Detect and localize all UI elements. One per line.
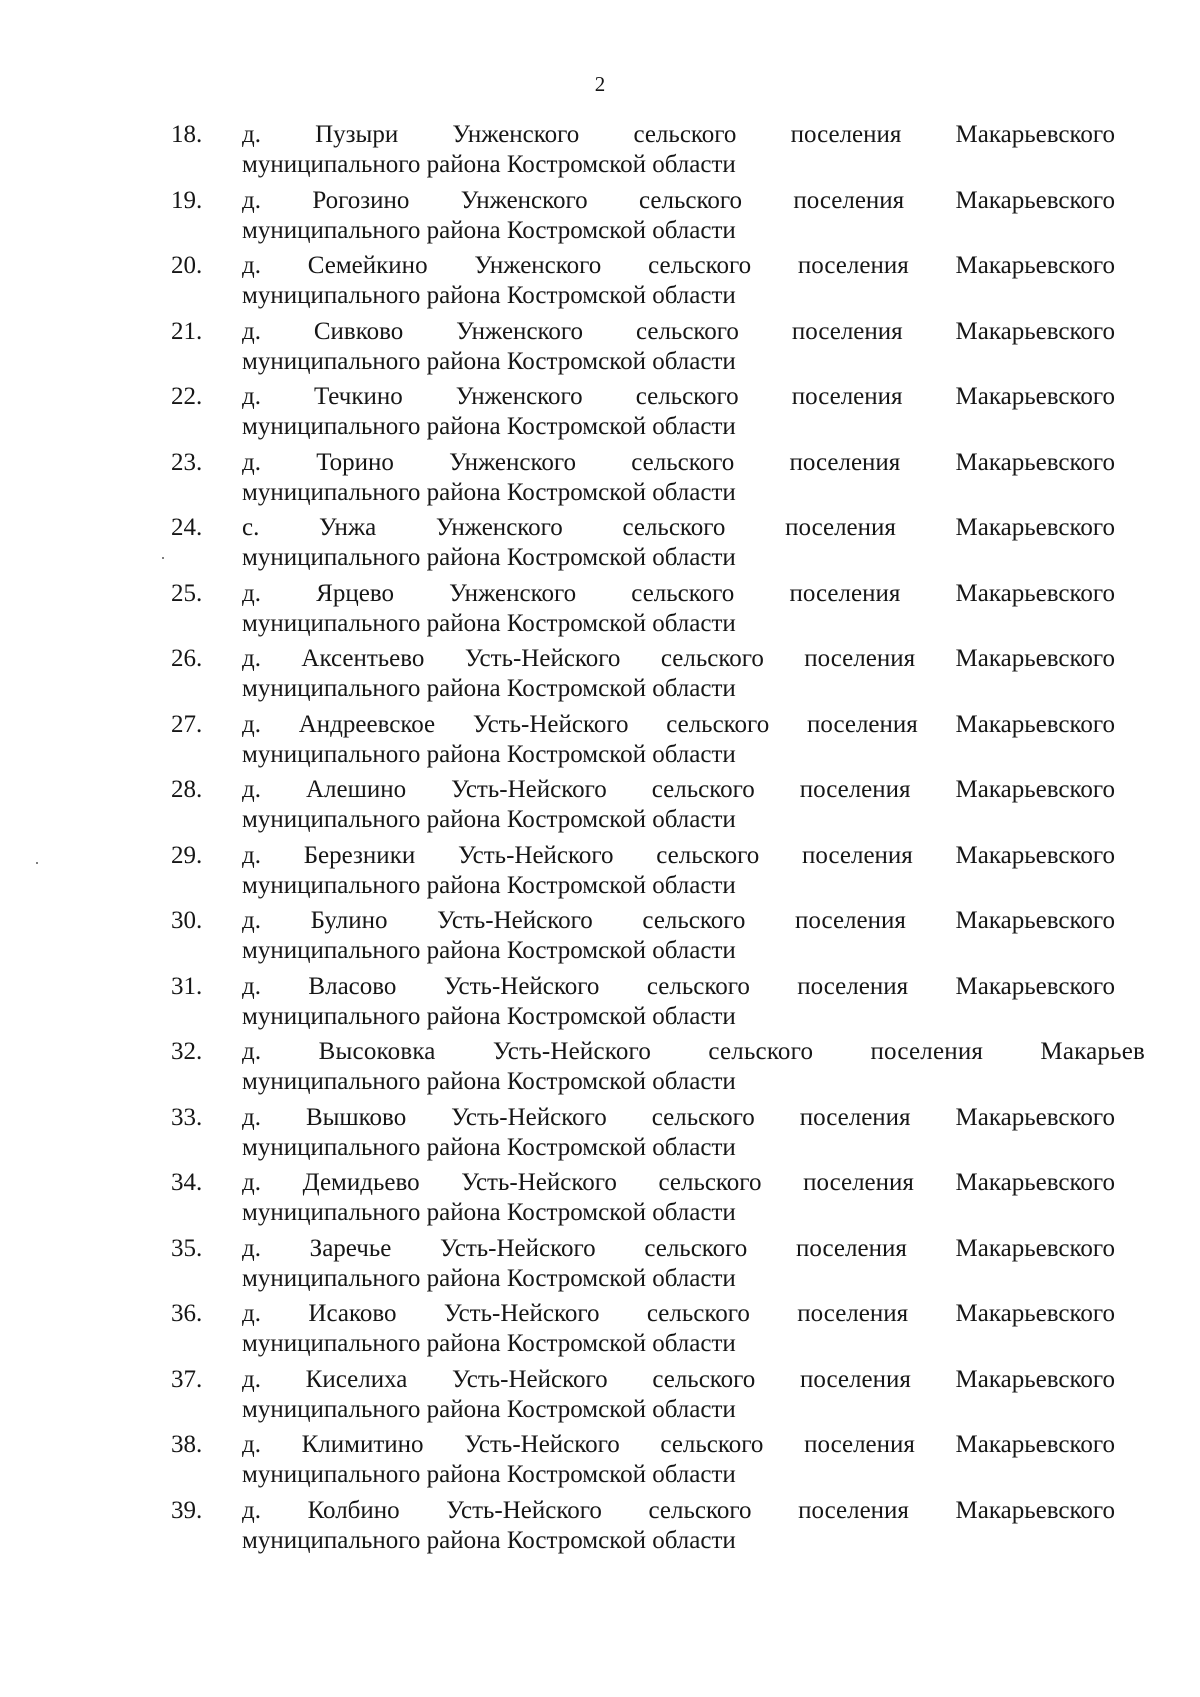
list-item-number: 38. xyxy=(171,1431,203,1458)
list-item-text-line1: д. Заречье Усть-Нейского сельского поселения Макарьевского xyxy=(242,1234,1115,1262)
list-item-number: 31. xyxy=(171,972,203,1000)
list-item-number: 29. xyxy=(171,841,203,869)
list-item-number: 34. xyxy=(171,1169,203,1196)
list-item-number: 35. xyxy=(171,1234,203,1262)
list-item-number: 25. xyxy=(171,579,203,607)
list-item-text-line2: муниципального района Костромской области xyxy=(242,1395,736,1423)
list-item xyxy=(0,251,1200,317)
list-item-text-line1: д. Торино Унженского сельского поселения Макарьевского xyxy=(242,448,1115,476)
list-item-number: 20. xyxy=(171,252,203,279)
list-item xyxy=(0,1496,1200,1562)
list-item xyxy=(0,513,1200,579)
list-item-text-line1: д. Аксентьево Усть-Нейского сельского поселения Макарьевского xyxy=(242,645,1115,672)
list-item-text-line1: д. Власово Усть-Нейского сельского поселения Макарьевского xyxy=(242,972,1115,1000)
list-item-text-line2: муниципального района Костромской области xyxy=(242,675,736,702)
list-item xyxy=(0,1365,1200,1431)
list-item-text-line2: муниципального района Костромской области xyxy=(242,544,736,571)
list-item-text-line2: муниципального района Костромской области xyxy=(242,806,736,833)
list-item-number: 28. xyxy=(171,776,203,803)
list-item-text-line1: д. Высоковка Усть-Нейского сельского поселения Макарьев xyxy=(242,1038,1145,1065)
list-item xyxy=(0,317,1200,383)
list-item-text-line2: муниципального района Костромской области xyxy=(242,609,736,637)
list-item xyxy=(0,120,1200,186)
list-item-text-line2: муниципального района Костромской области xyxy=(242,1526,736,1554)
list-item-text-line2: муниципального района Костромской области xyxy=(242,1264,736,1292)
list-item-text-line2: муниципального района Костромской области xyxy=(242,478,736,506)
list-item-number: 19. xyxy=(171,186,203,214)
list-item-text-line1: д. Березники Усть-Нейского сельского поселения Макарьевского xyxy=(242,841,1115,869)
list-item xyxy=(0,186,1200,252)
list-item-text-line1: д. Пузыри Унженского сельского поселения Макарьевского xyxy=(242,121,1115,148)
list-item xyxy=(0,448,1200,514)
list-item-text-line1: д. Течкино Унженского сельского поселения Макарьевского xyxy=(242,383,1115,410)
list-item-text-line1: д. Колбино Усть-Нейского сельского поселения Макарьевского xyxy=(242,1496,1115,1524)
list-item xyxy=(0,1299,1200,1365)
list-item-text-line2: муниципального района Костромской области xyxy=(242,740,736,768)
list-item-text-line1: д. Киселиха Усть-Нейского сельского поселения Макарьевского xyxy=(242,1365,1115,1393)
list-item xyxy=(0,644,1200,710)
list-item xyxy=(0,382,1200,448)
list-item xyxy=(0,1037,1200,1103)
list-item-number: 36. xyxy=(171,1300,203,1327)
list-item xyxy=(0,841,1200,907)
list-item xyxy=(0,1168,1200,1234)
list-item-number: 33. xyxy=(171,1103,203,1131)
list-item-number: 32. xyxy=(171,1038,203,1065)
list-item-text-line1: д. Демидьево Усть-Нейского сельского поселения Макарьевского xyxy=(242,1169,1115,1196)
list-item-text-line2: муниципального района Костромской области xyxy=(242,216,736,244)
list-item xyxy=(0,579,1200,645)
list-item-text-line2: муниципального района Костромской области xyxy=(242,1133,736,1161)
list-item-text-line2: муниципального района Костромской области xyxy=(242,1002,736,1030)
list-item xyxy=(0,775,1200,841)
list-item xyxy=(0,906,1200,972)
list-item-text-line1: д. Андреевское Усть-Нейского сельского поселения Макарьевского xyxy=(242,710,1115,738)
list-item-text-line2: муниципального района Костромской области xyxy=(242,282,736,309)
list-item-number: 39. xyxy=(171,1496,203,1524)
list-item xyxy=(0,1103,1200,1169)
list-item-number: 21. xyxy=(171,317,203,345)
page-number: 2 xyxy=(594,72,606,96)
list-item-number: 37. xyxy=(171,1365,203,1393)
list-item-number: 27. xyxy=(171,710,203,738)
list-item-text-line1: д. Семейкино Унженского сельского поселения Макарьевского xyxy=(242,252,1115,279)
list-item-text-line1: с. Унжа Унженского сельского поселения Макарьевского xyxy=(242,514,1115,541)
list-item-number: 30. xyxy=(171,907,203,934)
list-item-text-line2: муниципального района Костромской области xyxy=(242,871,736,899)
list-item-text-line1: д. Исаково Усть-Нейского сельского поселения Макарьевского xyxy=(242,1300,1115,1327)
list-item-text-line1: д. Ярцево Унженского сельского поселения Макарьевского xyxy=(242,579,1115,607)
list-item-number: 24. xyxy=(171,514,203,541)
list-item-text-line1: д. Вышково Усть-Нейского сельского поселения Макарьевского xyxy=(242,1103,1115,1131)
list-item-text-line1: д. Сивково Унженского сельского поселения Макарьевского xyxy=(242,317,1115,345)
list-item-text-line2: муниципального района Костромской области xyxy=(242,347,736,375)
list-item-number: 22. xyxy=(171,383,203,410)
list-item-text-line2: муниципального района Костромской области xyxy=(242,413,736,440)
list-item-number: 18. xyxy=(171,121,203,148)
list-item-number: 23. xyxy=(171,448,203,476)
list-item-text-line2: муниципального района Костромской области xyxy=(242,151,736,178)
list-item-text-line1: д. Алешино Усть-Нейского сельского поселения Макарьевского xyxy=(242,776,1115,803)
list-item-text-line2: муниципального района Костромской области xyxy=(242,1461,736,1488)
list-item-text-line2: муниципального района Костромской области xyxy=(242,1068,736,1095)
list-item-text-line1: д. Булино Усть-Нейского сельского поселения Макарьевского xyxy=(242,907,1115,934)
list-item-text-line2: муниципального района Костромской области xyxy=(242,1330,736,1357)
list-item-number: 26. xyxy=(171,645,203,672)
list-item xyxy=(0,1430,1200,1496)
list-item-text-line1: д. Климитино Усть-Нейского сельского поселения Макарьевского xyxy=(242,1431,1115,1458)
list-item-text-line1: д. Рогозино Унженского сельского поселения Макарьевского xyxy=(242,186,1115,214)
list-item xyxy=(0,710,1200,776)
list-item-text-line2: муниципального района Костромской области xyxy=(242,937,736,964)
list-item-text-line2: муниципального района Костромской области xyxy=(242,1199,736,1226)
list-item xyxy=(0,1234,1200,1300)
settlement-list xyxy=(0,120,1200,1561)
list-item xyxy=(0,972,1200,1038)
